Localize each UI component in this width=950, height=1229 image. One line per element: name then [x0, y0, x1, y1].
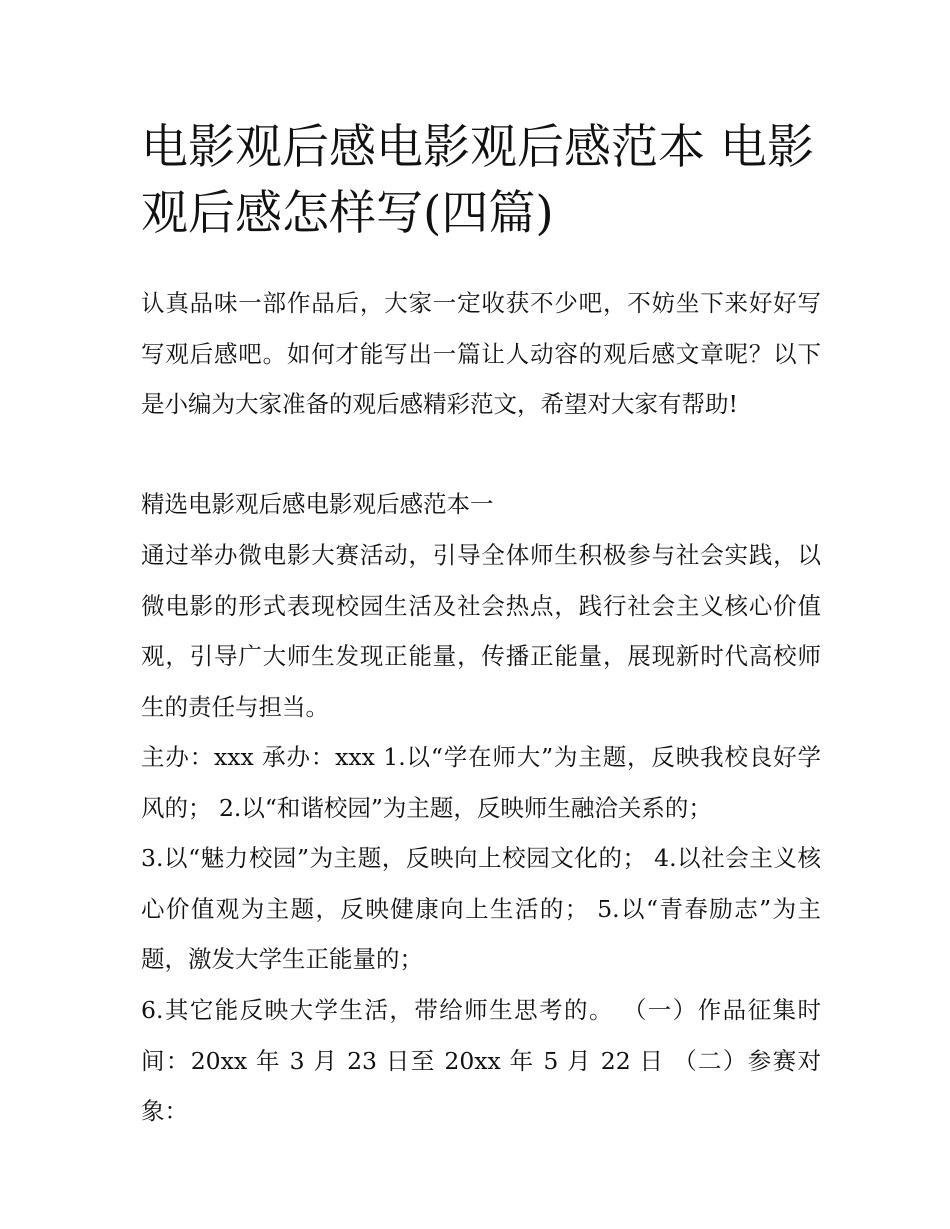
body-paragraph: 主办：xxx 承办：xxx 1.以“学在师大”为主题，反映我校良好学风的； 2.以“和谐校园”为主题，反映师生融洽关系的；	[141, 743, 821, 822]
body-paragraph: 通过举办微电影大赛活动，引导全体师生积极参与社会实践，以微电影的形式表现校园生活及社会热点，践行社会主义核心价值观，引导广大师生发现正能量，传播正能量，展现新时代高校师生的责任与担当。	[141, 541, 821, 721]
body-paragraph: 3.以“魅力校园”为主题，反映向上校园文化的； 4.以社会主义核心价值观为主题，反映健康向上生活的； 5.以“青春励志”为主题，激发大学生正能量的；	[141, 844, 821, 973]
intro-paragraph: 认真品味一部作品后，大家一定收获不少吧，不妨坐下来好好写写观后感吧。如何才能写出一篇让人动容的观后感文章呢？以下是小编为大家准备的观后感精彩范文，希望对大家有帮助!	[141, 289, 821, 418]
document-title: 电影观后感电影观后感范本 电影观后感怎样写(四篇)	[141, 120, 814, 241]
body-paragraph: 6.其它能反映大学生活，带给师生思考的。 （一）作品征集时间：20xx 年 3 月 23 日至 20xx 年 5 月 22 日 （二）参赛对象：	[141, 996, 821, 1125]
section-heading: 精选电影观后感电影观后感范本一	[141, 490, 494, 518]
